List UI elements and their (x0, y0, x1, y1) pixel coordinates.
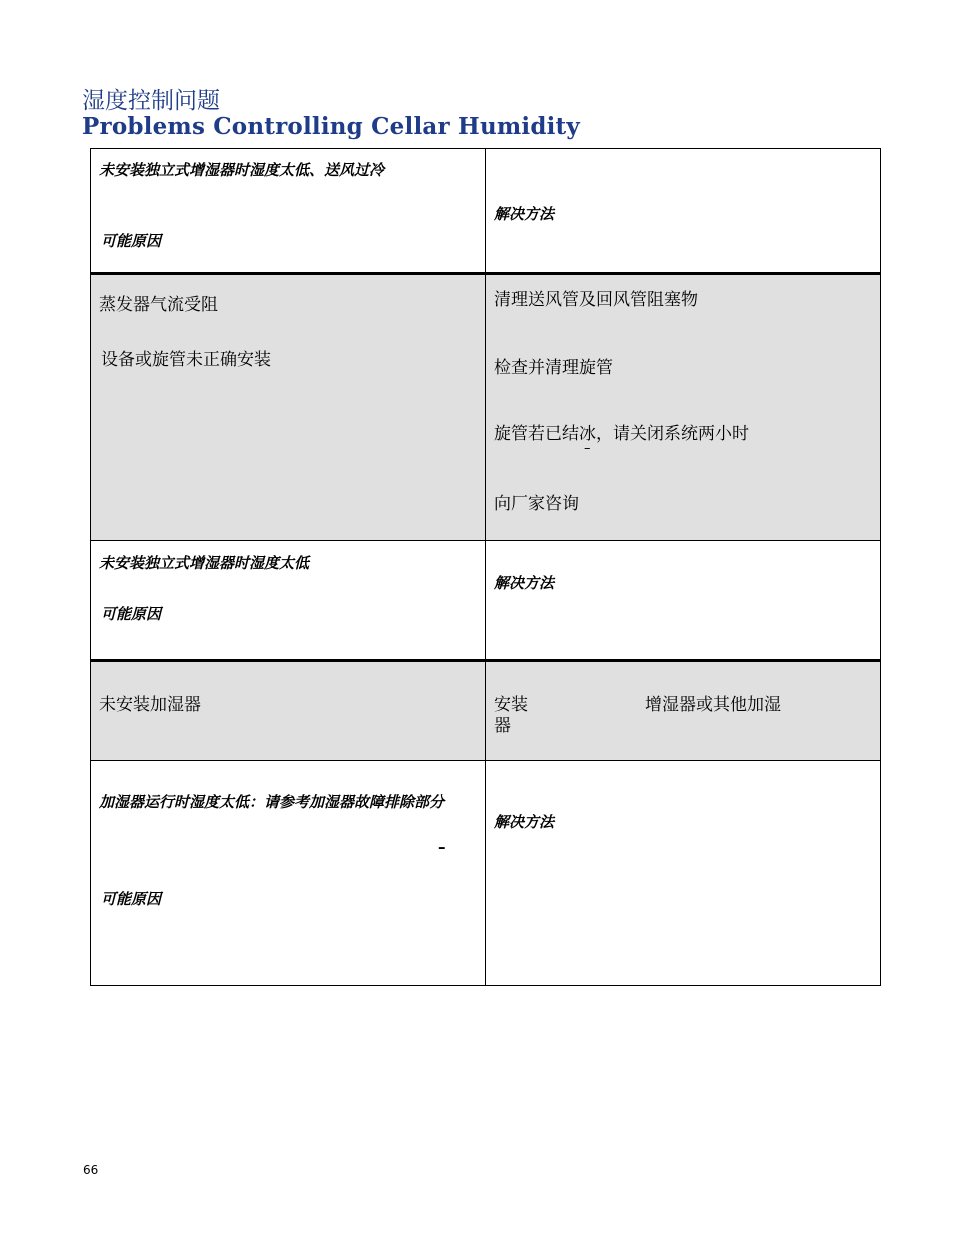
cause-label: 可能原因 (101, 232, 162, 250)
condition-heading: 未安装独立式增湿器时湿度太低 (99, 554, 310, 572)
page-title-english: Problems Controlling Cellar Humidity (82, 113, 580, 140)
cause-item: 蒸发器气流受阻 (99, 295, 218, 315)
solution-label: 解决方法 (494, 205, 555, 223)
row-divider (90, 760, 881, 761)
cause-item: 设备或旋管未正确安装 (101, 350, 271, 370)
solution-item: 旋管若已结冰，请关闭系统两小时 (494, 424, 749, 444)
solution-item: 增湿器或其他加湿 (645, 695, 781, 715)
condition-heading: 加湿器运行时湿度太低：请参考加湿器故障排除部分 (99, 793, 445, 811)
solution-item: 检查并清理旋管 (494, 358, 613, 378)
cause-item: 未安装加湿器 (99, 695, 201, 715)
cause-label: 可能原因 (101, 890, 162, 908)
page-number: 66 (83, 1163, 99, 1177)
solution-item: 器 (494, 716, 511, 736)
solution-item: 向厂家咨询 (494, 494, 579, 514)
dash-mark: – (584, 441, 591, 456)
cause-label: 可能原因 (101, 605, 162, 623)
solution-label: 解决方法 (494, 813, 555, 831)
row-divider (90, 540, 881, 541)
page-title-chinese: 湿度控制问题 (82, 88, 220, 114)
row-divider (90, 659, 881, 662)
row-divider (90, 272, 881, 275)
condition-heading: 未安装独立式增湿器时湿度太低、送风过冷 (99, 161, 385, 179)
solution-item: 清理送风管及回风管阻塞物 (494, 290, 698, 310)
solution-item: 安装 (494, 695, 528, 715)
dash-mark: – (438, 838, 446, 856)
solution-label: 解决方法 (494, 574, 555, 592)
table-border (90, 985, 881, 986)
